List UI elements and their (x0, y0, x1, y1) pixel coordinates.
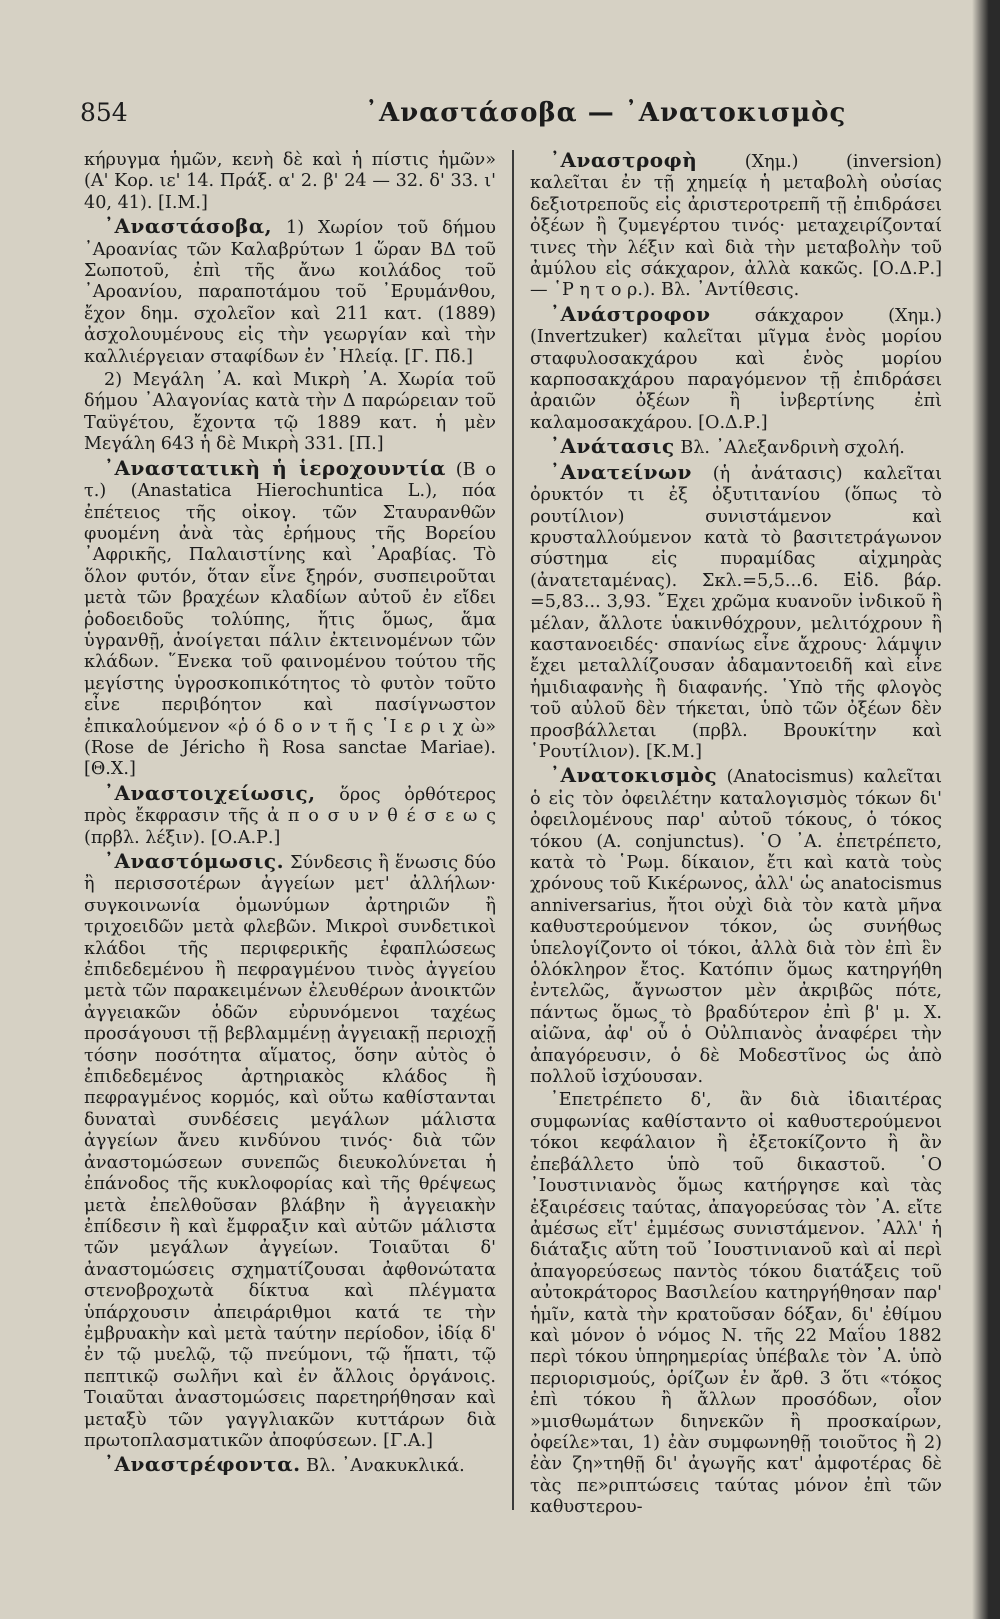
page-edge-shadow (972, 0, 1000, 1619)
dictionary-entry (84, 150, 496, 214)
entry-text: 2) Μεγάλη ᾿Α. καὶ Μικρὴ ᾿Α. Χωρία τοῦ δήμου ᾿Αλαγονίας κατὰ τὴν Δ παρώρειαν τοῦ Ταϋγέτου, ἔχοντα τῷ 1889 κατ. ἡ μὲν Μεγάλη 643 ἡ δὲ Μικρὴ 331. [Π.] (84, 370, 496, 455)
page-header (70, 98, 940, 138)
entry-text: Σύνδεσις ἢ ἕνωσις δύο ἢ περισσοτέρων ἀγγείων μετ' ἀλλήλων· συγκοινωνία ὁμωνύμων ἀρτηριῶν ἢ τριχοειδῶν μετὰ φλεβῶν. Μικροὶ συνδετικοὶ κλάδοι τῆς περιφερικῆς ἐφαπλώσεως ἐπιδεδεμένου ἢ πεφραγμένου τινὸς ἀγγείου μετὰ τῶν παρακειμένων ἐλευθέρων ἀνοικτῶν ἀγγειακῶν ὁδῶν εὐρυνόμενοι ταχέως προσάγουσι τῇ βεβλαμμένῃ ἀγγειακῇ περιοχῇ τόσην ποσότητα αἵματος, ὅσην αὐτὸς ὁ ἐπιδεδεμένος ἀρτηριακὸς κλάδος ἢ πεφραγμένος κορμός, καὶ οὕτω καθίστανται δυναταὶ συνδέσεις μεγάλων μάλιστα ἀγγείων ἄνευ κινδύνου τινός· διὰ τῶν ἀναστομώσεων συνεπῶς διευκολύνεται ἡ ἐπάνοδος τῆς κυκλοφορίας καὶ τῆς θρέψεως μετὰ ἐπελθοῦσαν βλάβην ἢ ἀγγειακὴν ἐπίδεσιν ἢ καὶ ἔμφραξιν καὶ αὐτῶν μάλιστα τῶν μεγάλων ἀγγείων. Τοιαῦται δ' ἀναστομώσεις σχηματίζουσαι ἀφθονώτατα στενοβροχωτὰ δίκτυα καὶ πλέγματα ὑπάρχουσιν ἀπειράριθμοι κατά τε τὴν ἐμβρυακὴν καὶ μετὰ ταύτην περίοδον, ἰδίᾳ δ' ἐν τῷ μυελῷ, τῷ πνεύμονι, τῷ ἥπατι, τῷ πεπτικῷ σωλῆνι καὶ ἐν ἄλλοις ὀργάνοις. Τοιαῦται ἀναστομώσεις παρετηρήθησαν καὶ μεταξὺ τῶν γαγγλιακῶν κυττάρων διὰ πρωτοπλασματικῶν ἀποφύσεων. [Γ.Α.] (84, 853, 497, 1451)
entry-headword: ᾿Αναστόμωσις. (104, 849, 285, 873)
entry-headword: ᾿Αναστατικὴ ἡ ἱεροχουντία (104, 455, 446, 480)
dictionary-entry (530, 301, 942, 434)
dictionary-entry (84, 1454, 496, 1477)
entry-headword: ᾿Ανατοκισμὸς (550, 763, 718, 788)
entry-headword: ᾿Ανάτασις (550, 434, 675, 459)
entry-text: Βλ. ᾿Αλεξανδρινὴ σχολή. (680, 438, 905, 459)
entry-headword: ᾿Αναστοιχείωσις, (104, 780, 316, 805)
entry-text: κήρυγμα ἡμῶν, κενὴ δὲ καὶ ἡ πίστις ἡμῶν» (Α' Κορ. ιε' 14. Πράξ. α' 2. β' 24 — 32. δ' 33. ι' 40, 41). [Ι.Μ.] (84, 150, 496, 213)
entry-headword: ᾿Ανάστροφον (550, 301, 711, 326)
left-column (84, 150, 496, 1480)
right-column (530, 150, 942, 1521)
entry-text: (Β ο τ.) (Anastatica Hierochuntica L.), πόα ἐπέτειος τῆς οἰκογ. τῶν Σταυρανθῶν φυομένη ἀνὰ τὰς ἐρήμους τῆς Βορείου ᾿Αφρικῆς, Παλαιστίνης καὶ ᾿Αραβίας. Τὸ ὅλον φυτόν, ὅταν εἶνε ξηρόν, συσπειροῦται μετὰ τῶν βραχέων κλαδίων αὐτοῦ ἐν εἴδει ῥοδοειδοῦς τολύπης, ἥτις ὅμως, ἅμα ὑγρανθῇ, ἀνοίγεται πάλιν ἐκτεινομένων τῶν κλάδων. ῞Ενεκα τοῦ φαινομένου τούτου τῆς μεγίστης ὑγροσκοπικότητος τὸ φυτὸν τοῦτο εἶνε περιβόητον καὶ πασίγνωστον ἐπικαλούμενον «ῥ ό δ ο ν τ ῆ ς ῾Ι ε ρ ι χ ὼ» (Rose de Jéricho ἢ Rosa sanctae Mariae). [Θ.Χ.] (84, 459, 497, 780)
entry-text: (ἡ ἀνάτασις) καλεῖται ὀρυκτόν τι ἐξ ὀξυτιτανίου (ὅπως τὸ ρουτίλιον) συνιστάμενον καὶ κρυσταλλούμενον κατὰ τὸ βασιτετράγωνον σύστημα εἰς πυραμίδας αἰχμηρὰς (ἀνατεταμένας). Σκλ.=5,5...6. Εἰδ. βάρ. =5,83... 3,93. ῎Εχει χρῶμα κυανοῦν ἰνδικοῦ ἢ μέλαν, ἄλλοτε ὑακινθόχρουν, μελιτόχρουν ἢ καστανοειδές· σπανίως εἶνε ἄχρους· λάμψιν ἔχει μεταλλίζουσαν ἀδαμαντοειδῆ καὶ εἶνε ἡμιδιαφανὴς ἢ διαφανής. ῾Υπὸ τῆς φλογὸς τοῦ αὐλοῦ δὲν τήκεται, ὑπὸ τῶν ὀξέων δὲν προσβάλλεται (πρβλ. Βρουκίτην καὶ ῾Ρουτίλιον). [Κ.Μ.] (530, 463, 943, 762)
entry-text: σάκχαρον (Χημ.) (Invertzuker) καλεῖται μῖγμα ἑνὸς μορίου σταφυλοσακχάρου καὶ ἑνὸς μορίου καρποσακχάρου παραγόμενον τῇ ἐπιδράσει ἀραιῶν ὀξέων ἢ ἰνβερτίνης ἐπὶ καλαμοσακχάρου. [Ο.Δ.Ρ.] (530, 305, 942, 433)
entry-text: (Anatocismus) καλεῖται ὁ εἰς τὸν ὀφειλέτην καταλογισμὸς τόκων δι' ὀφειλομένους παρ' αὐτοῦ τόκους, ὁ τόκος τόκου (Α. conjunctus). ῾Ο ᾿Α. ἐπετρέπετο, κατὰ τὸ ῾Ρωμ. δίκαιον, ἔτι καὶ κατὰ τοὺς χρόνους τοῦ Κικέρωνος, ἀλλ' ὡς anatocismus anniversarius, ἤτοι οὐχὶ διὰ τὸν κατὰ μῆνα καθυστερούμενον τόκον, ὡς συνήθως ὑπελογίζοντο οἱ τόκοι, ἀλλὰ διὰ τὸν ἐπὶ ἓν ὁλόκληρον ἔτος. Κατόπιν ὅμως κατηργήθη ἐντελῶς, ἄγνωστον μὲν ἀκριβῶς πότε, πάντως ὅμως τὸ βραδύτερον ἐπὶ β' μ. Χ. αἰῶνα, ἀφ' οὗ ὁ Οὐλπιανὸς ἀναφέρει τὴν ἀπαγόρευσιν, ὁ δὲ Μοδεστῖνος ὡς ἀπὸ πολλοῦ ἰσχύουσαν. (530, 767, 942, 1088)
page-number: 854 (80, 98, 128, 127)
running-title: ᾿Αναστάσοβα — ᾿Ανατοκισμὸς (365, 98, 847, 128)
entry-text: (Χημ.) (inversion) καλεῖται ἐν τῇ χημείᾳ ἡ μεταβολὴ οὐσίας δεξιοτρεποῦς εἰς ἀριστεροτρεπῆ τῇ ἐπιδράσει ὀξέων ἢ ζυμεγέρτου τινός· μεταχειρίζονταί τινες τὴν λέξιν καὶ διὰ τὴν μεταβολὴν τοῦ ἀμύλου εἰς σάκχαρον, ἀλλὰ κακῶς. [Ο.Δ.Ρ.] — ῾Ρ η τ ο ρ.). Βλ. ᾿Αντίθεσις. (530, 152, 942, 301)
entry-text: 1) Χωρίον τοῦ δήμου ᾿Αροανίας τῶν Καλαβρύτων 1 ὥραν ΒΔ τοῦ Σωποτοῦ, ἐπὶ τῆς ἄνω κοιλάδος τοῦ ᾿Αροανίου, παραποτάμου τοῦ ᾿Ερυμάνθου, ἔχον δημ. σχολεῖον καὶ 211 κατ. (1889) ἀσχολουμένους εἰς τὴν γεωργίαν καὶ τὴν καλλιέργειαν σταφίδων ἐν ᾿Ηλείᾳ. [Γ. Πδ.] (84, 218, 496, 367)
entry-headword: ᾿Αναστάσοβα, (104, 214, 273, 239)
dictionary-entry (530, 459, 943, 764)
entry-text: ᾿Επετρέπετο δ', ἂν διὰ ἰδιαιτέρας συμφωνίας καθίσταντο οἱ καθυστερούμενοι τόκοι κεφάλαιον ἢ ἐξετοκίζοντο ἢ ἂν ἐπεβάλλετο ὑπὸ τοῦ δικαστοῦ. ῾Ο ᾿Ιουστινιανὸς ὅμως κατήργησε καὶ τὰς ἐξαιρέσεις ταύτας, ἀπαγορεύσας τὸν ᾿Α. εἴτε ἀμέσως εἴτ' ἐμμέσως συνιστάμενον. ᾿Αλλ' ἡ διάταξις αὕτη τοῦ ᾿Ιουστινιανοῦ καὶ αἱ περὶ ἀπαγορεύσεως παντὸς τόκου διατάξεις τοῦ αὐτοκράτορος Βασιλείου κατηργήθησαν παρ' ἡμῖν, κατὰ τὴν κρατοῦσαν δόξαν, δι' ἐθίμου καὶ μόνον ὁ νόμος Ν. τῆς 22 Μαΐου 1882 περὶ τόκου ὑπηρημερίας ὑπέβαλε τὸν ᾿Α. ὑπὸ περιορισμούς, ὁρίζων ἐν ἄρθ. 3 ὅτι «τόκος ἐπὶ τόκου ἢ ἄλλων προσόδων, οἷον »μισθωμάτων διηνεκῶν ἢ προσκαίρων, ὀφείλε»ται, 1) ἐὰν συμφωνηθῇ τοιοῦτος ἢ 2) ἐὰν ζη»τηθῇ δι' ἀγωγῆς κατ' ἀμφοτέρας δὲ τὰς πε»ριπτώσεις ταύτας μόνον ἐπὶ τῶν καθυστερου- (530, 1090, 942, 1518)
dictionary-entry (84, 851, 496, 1452)
entry-headword: ᾿Αναστρέφοντα. (104, 1452, 301, 1477)
dictionary-entry (530, 436, 942, 459)
dictionary-entry (84, 216, 496, 368)
dictionary-entry (530, 150, 942, 302)
entry-headword: ᾿Αναστροφὴ (550, 148, 698, 172)
entry-paragraph (530, 1090, 942, 1518)
dictionary-entry (530, 765, 942, 1088)
dictionary-entry (84, 455, 497, 781)
column-divider (512, 150, 514, 1510)
entry-text: Βλ. ᾿Ανακυκλικά. (306, 1456, 465, 1477)
entry-headword: ᾿Ανατείνων (550, 459, 692, 484)
entry-text: ὅρος ὀρθότερος πρὸς ἔκφρασιν τῆς ἀ π ο σ υ ν θ έ σ ε ω ς (πρβλ. λέξιν). [Ο.Α.Ρ.] (84, 784, 496, 848)
dictionary-entry (84, 780, 496, 849)
entry-paragraph (84, 370, 496, 456)
